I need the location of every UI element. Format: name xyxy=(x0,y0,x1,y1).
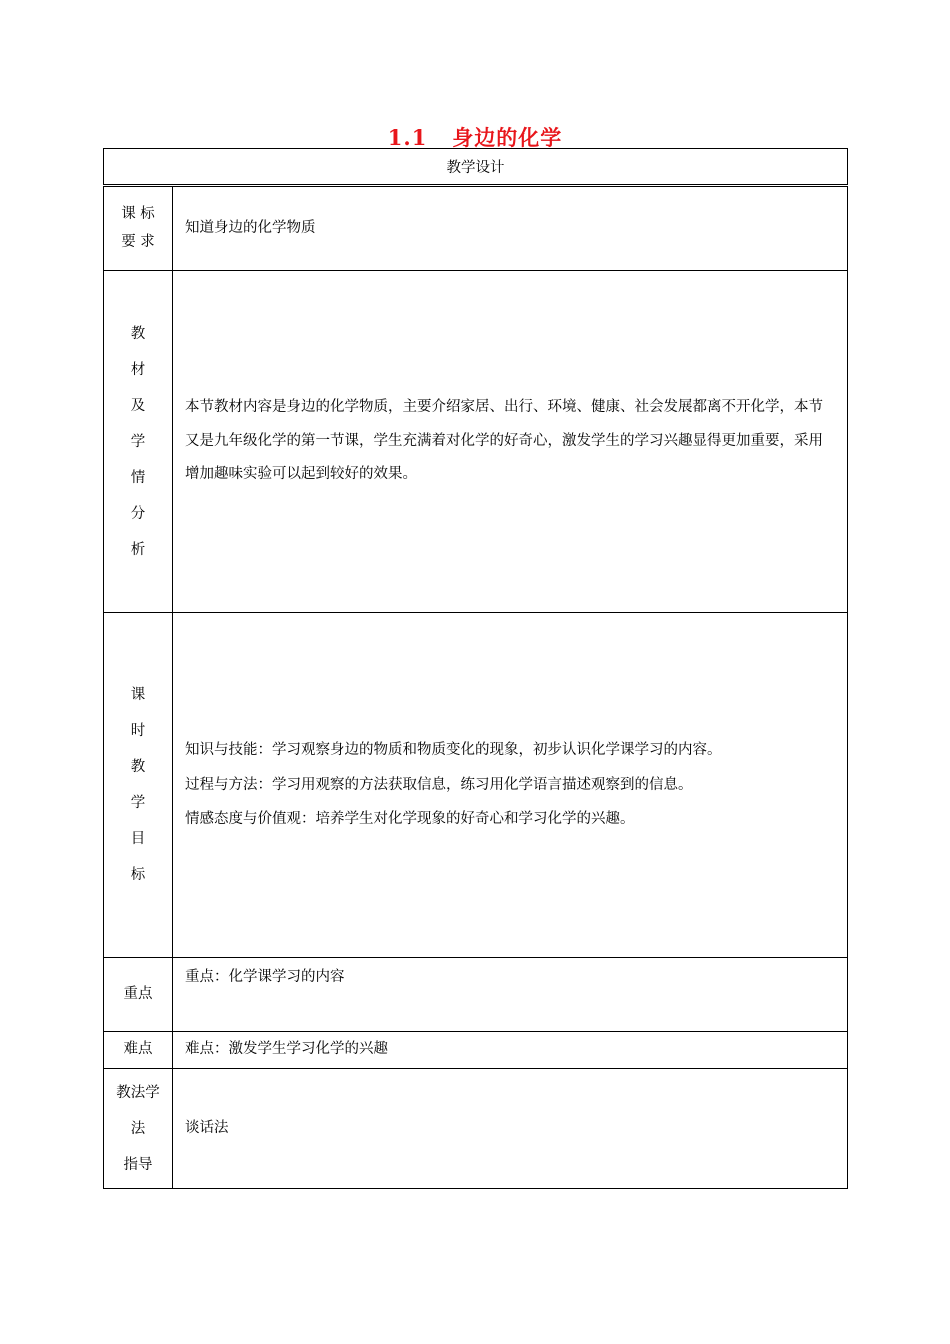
label-char: 学 xyxy=(130,795,146,811)
content-key-point: 重点：化学课学习的内容 xyxy=(173,958,848,1032)
row-difficulty xyxy=(104,1032,848,1069)
content-standard: 知道身边的化学物质 xyxy=(173,186,848,271)
label-char: 教 xyxy=(130,759,146,775)
label-line: 课 标 xyxy=(121,205,155,222)
label-char: 析 xyxy=(130,541,146,558)
label-char: 学 xyxy=(130,433,146,450)
document-title: 1.1 身边的化学 xyxy=(387,125,563,150)
row-analysis xyxy=(104,271,848,613)
objective-knowledge: 知识与技能：学习观察身边的物质和物质变化的现象，初步认识化学课学习的内容。 xyxy=(185,741,722,758)
label-char: 教 xyxy=(130,325,146,342)
content-difficulty: 难点：激发学生学习化学的兴趣 xyxy=(173,1032,848,1069)
label-char: 情 xyxy=(130,469,146,486)
label-char: 及 xyxy=(130,397,146,414)
label-char: 分 xyxy=(130,505,146,522)
objective-process: 过程与方法：学习用观察的方法获取信息，练习用化学语言描述观察到的信息。 xyxy=(185,776,693,793)
objective-attitude: 情感态度与价值观：培养学生对化学现象的好奇心和学习化学的兴趣。 xyxy=(185,811,635,828)
content-method: 谈话法 xyxy=(173,1069,848,1189)
label-standard xyxy=(104,186,173,271)
row-objectives xyxy=(104,613,848,958)
content-objectives xyxy=(173,613,848,958)
table-header-row xyxy=(104,149,848,186)
table-header: 教学设计 xyxy=(104,149,848,186)
label-line: 要 求 xyxy=(121,233,155,250)
row-key-point xyxy=(104,958,848,1032)
label-difficulty: 难点 xyxy=(104,1032,173,1069)
row-standard xyxy=(104,186,848,271)
label-char: 标 xyxy=(130,867,146,883)
label-char: 材 xyxy=(130,361,146,378)
content-analysis xyxy=(173,271,848,613)
lesson-design-table xyxy=(103,148,848,1189)
label-line: 法 xyxy=(130,1120,146,1137)
label-line: 教法学 xyxy=(116,1084,160,1101)
label-method xyxy=(104,1069,173,1189)
label-analysis xyxy=(104,271,173,613)
row-method xyxy=(104,1069,848,1189)
label-line: 指导 xyxy=(123,1156,153,1173)
label-char: 目 xyxy=(130,831,146,847)
label-key-point: 重点 xyxy=(104,958,173,1032)
label-char: 时 xyxy=(130,723,146,739)
label-char: 课 xyxy=(130,687,146,703)
label-objectives xyxy=(104,613,173,958)
analysis-paragraph: 本节教材内容是身边的化学物质，主要介绍家居、出行、环境、健康、社会发展都离不开化学，本节又是九年级化学的第一节课，学生充满着对化学的好奇心，激发学生的学习兴趣显得更加重要，采用增加趣味实验可以起到较好的效果。 xyxy=(185,399,823,483)
